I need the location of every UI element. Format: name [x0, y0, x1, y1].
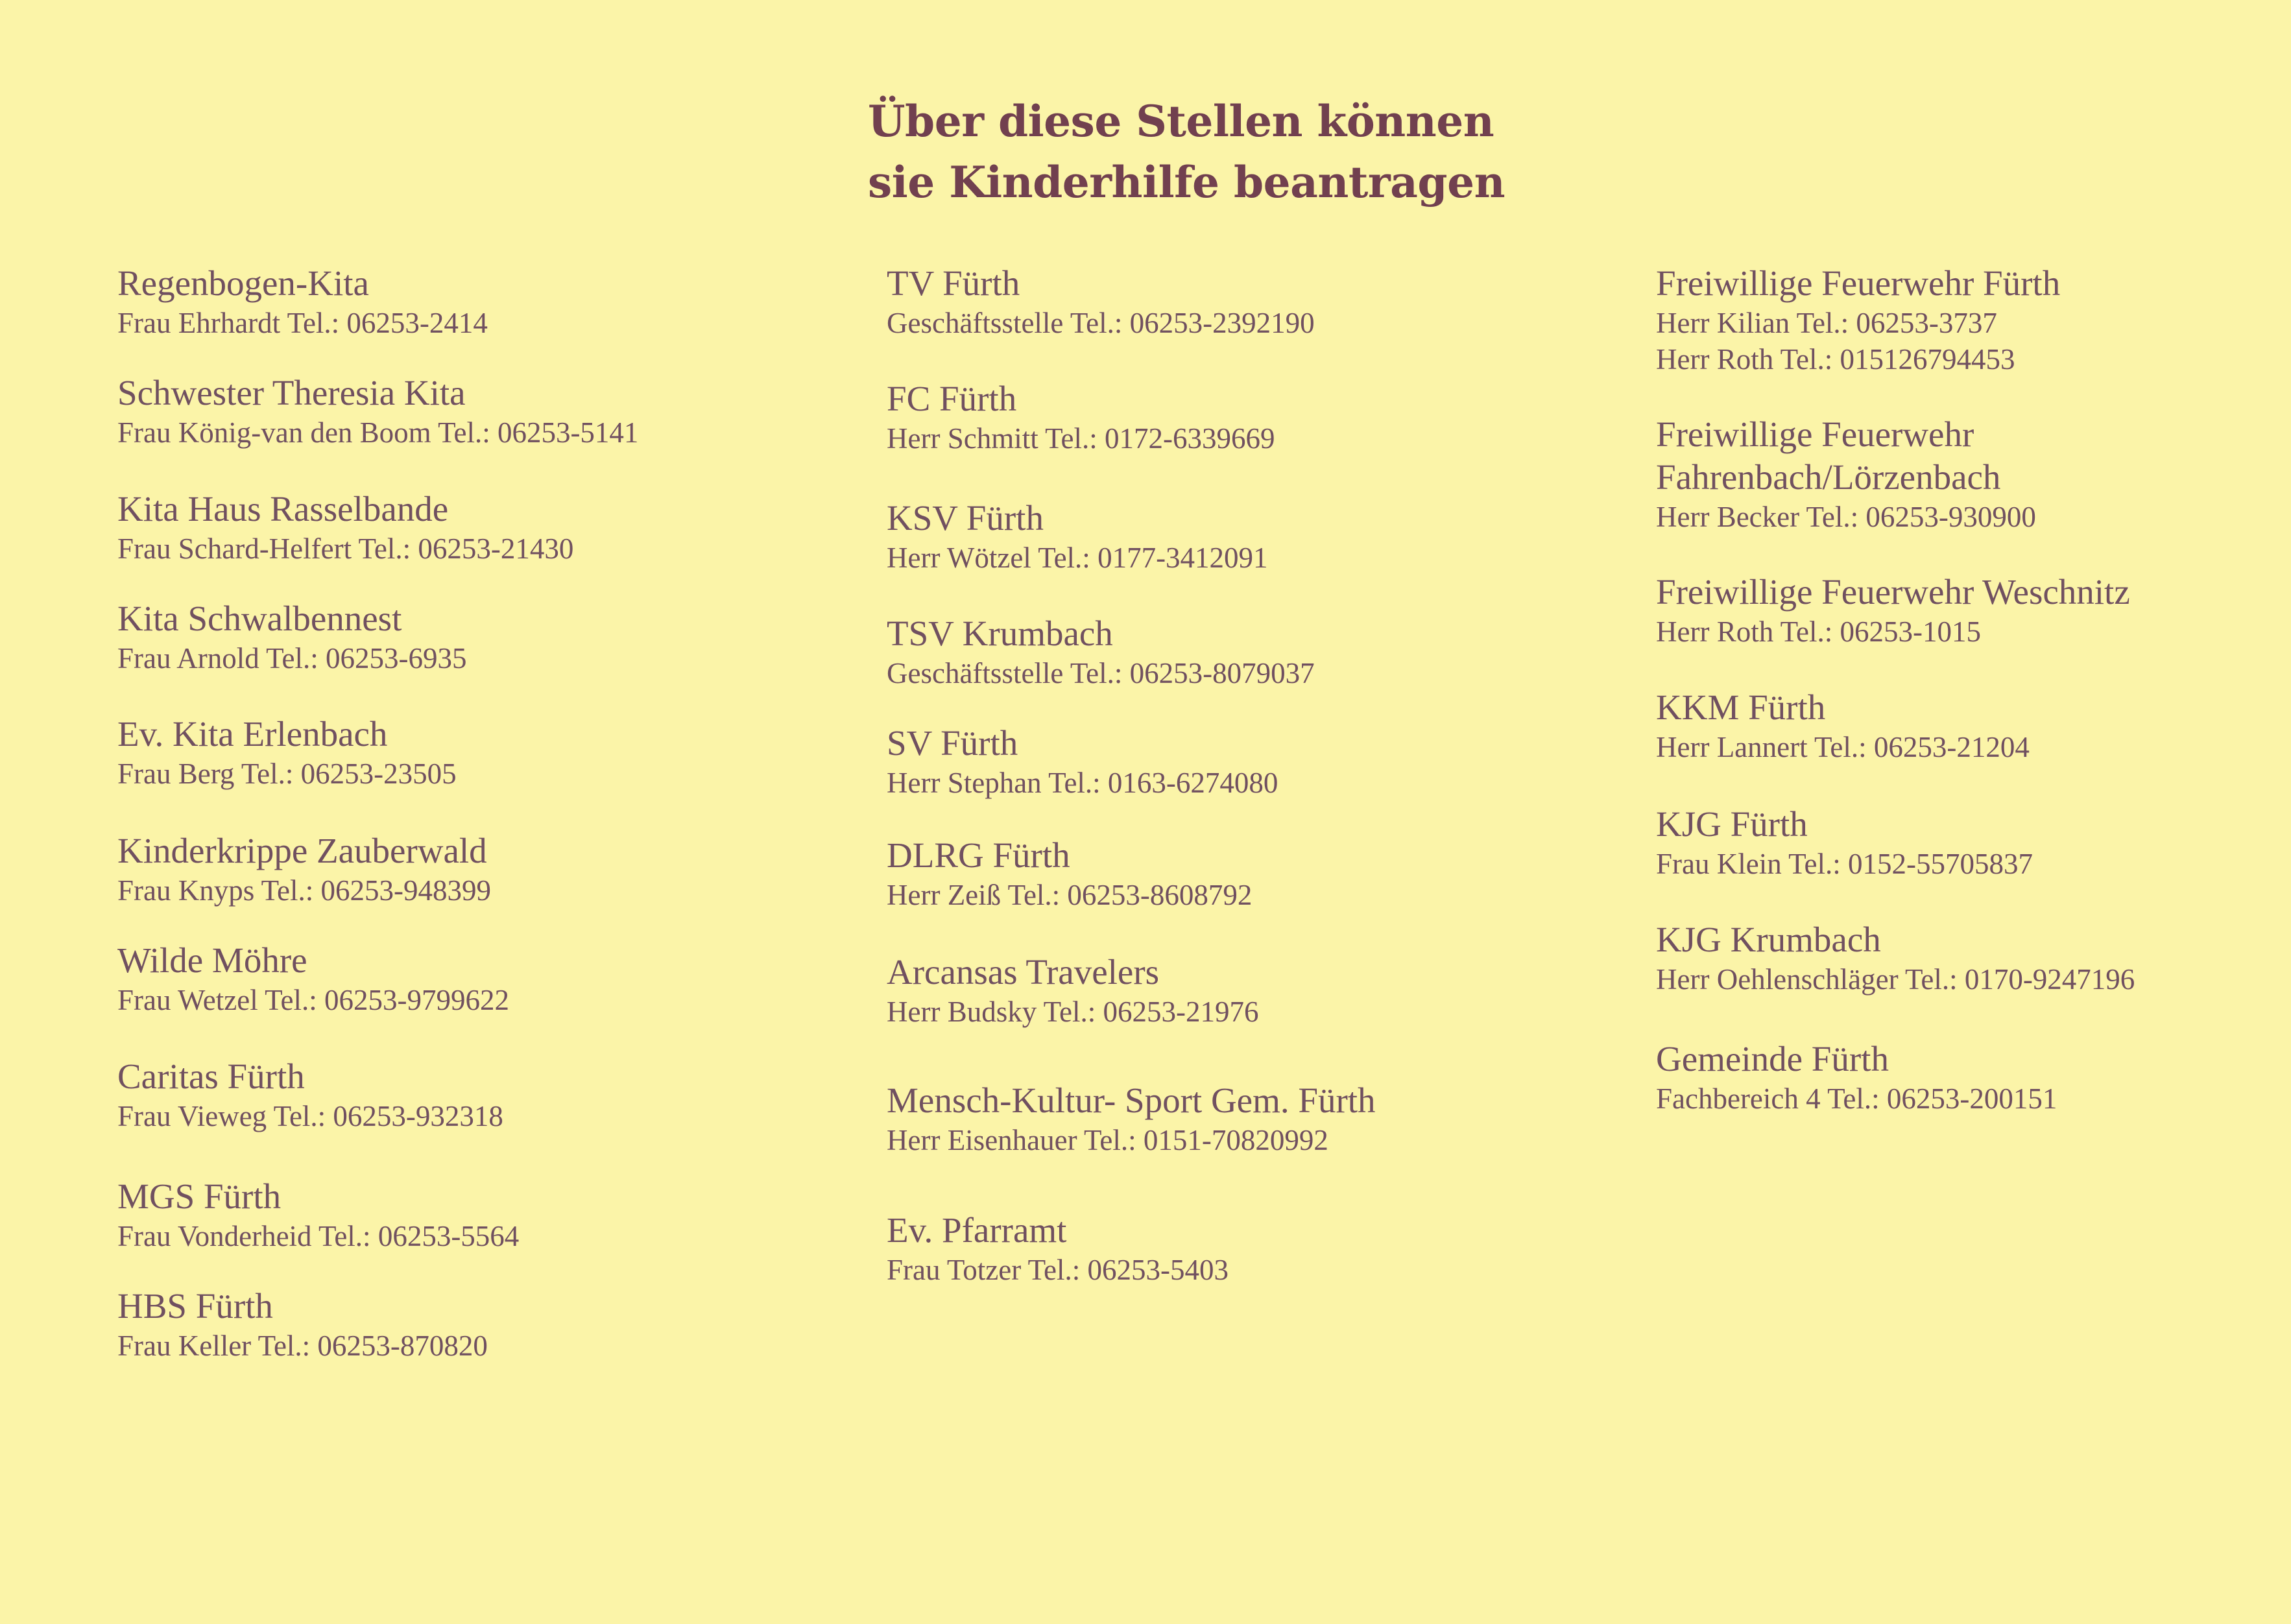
org-name: Ev. Pfarramt — [887, 1210, 1067, 1250]
contact-line: Herr Schmitt Tel.: 0172-6339669 — [887, 422, 1275, 455]
contact-line: Frau Berg Tel.: 06253-23505 — [117, 758, 457, 790]
org-name: TV Fürth — [887, 263, 1020, 303]
title-line-1: Über diese Stellen können — [868, 96, 1494, 147]
list-item — [117, 1285, 488, 1364]
list-item — [1656, 686, 2030, 765]
org-name: Kita Haus Rasselbande — [117, 489, 449, 529]
contact-line: Frau Ehrhardt Tel.: 06253-2414 — [117, 307, 488, 339]
org-name: SV Fürth — [887, 723, 1018, 763]
list-item — [887, 377, 1275, 457]
list-item — [117, 488, 573, 567]
contact-line: Geschäftsstelle Tel.: 06253-2392190 — [887, 307, 1315, 339]
list-item — [887, 1079, 1376, 1158]
title-line-2: sie Kinderhilfe beantragen — [868, 157, 1505, 208]
org-name: KSV Fürth — [887, 498, 1044, 538]
list-item — [117, 1055, 503, 1134]
org-name-line-2: Fahrenbach/Lörzenbach — [1656, 457, 2001, 497]
list-item — [1656, 262, 2060, 377]
org-name: DLRG Fürth — [887, 835, 1070, 875]
list-item — [1656, 918, 2135, 997]
org-name: Mensch-Kultur- Sport Gem. Fürth — [887, 1081, 1376, 1120]
contact-line: Herr Zeiß Tel.: 06253-8608792 — [887, 879, 1253, 911]
list-item — [117, 372, 638, 451]
contact-line: Herr Roth Tel.: 015126794453 — [1656, 343, 2015, 376]
contact-line: Herr Becker Tel.: 06253-930900 — [1656, 501, 2036, 533]
contact-line: Frau Arnold Tel.: 06253-6935 — [117, 642, 467, 675]
list-item — [117, 597, 466, 676]
org-name: KJG Fürth — [1656, 804, 1808, 844]
list-item — [887, 262, 1315, 341]
contact-line: Herr Roth Tel.: 06253-1015 — [1656, 615, 1981, 648]
contact-line: Herr Stephan Tel.: 0163-6274080 — [887, 767, 1278, 799]
org-name: HBS Fürth — [117, 1286, 273, 1326]
contact-line: Herr Eisenhauer Tel.: 0151-70820992 — [887, 1124, 1328, 1156]
list-item — [117, 939, 509, 1018]
contact-line: Herr Oehlenschläger Tel.: 0170-9247196 — [1656, 963, 2135, 996]
contact-line: Geschäftsstelle Tel.: 06253-8079037 — [887, 657, 1315, 689]
list-item — [887, 497, 1268, 576]
org-name: Gemeinde Fürth — [1656, 1039, 1889, 1079]
list-item — [117, 262, 488, 341]
org-name: Wilde Möhre — [117, 940, 307, 980]
org-name: Caritas Fürth — [117, 1057, 305, 1096]
contact-line: Herr Budsky Tel.: 06253-21976 — [887, 996, 1259, 1028]
list-item — [887, 612, 1315, 691]
list-item — [887, 834, 1252, 913]
org-name: Kinderkrippe Zauberwald — [117, 831, 487, 870]
org-name: Freiwillige Feuerwehr Fürth — [1656, 263, 2061, 303]
org-name: Schwester Theresia Kita — [117, 373, 466, 412]
contact-line: Frau Knyps Tel.: 06253-948399 — [117, 874, 491, 907]
org-name: FC Fürth — [887, 379, 1017, 418]
list-item — [1656, 1038, 2057, 1117]
org-name: Freiwillige Feuerwehr Weschnitz — [1656, 572, 2130, 612]
list-item — [117, 713, 457, 792]
list-item — [1656, 803, 2033, 882]
contact-line: Frau Wetzel Tel.: 06253-9799622 — [117, 984, 509, 1016]
list-item — [1656, 413, 2036, 535]
contact-line: Herr Kilian Tel.: 06253-3737 — [1656, 307, 1997, 339]
org-name: TSV Krumbach — [887, 614, 1113, 653]
org-name: Regenbogen-Kita — [117, 263, 369, 303]
org-name: KKM Fürth — [1656, 687, 1826, 727]
contact-line: Herr Wötzel Tel.: 0177-3412091 — [887, 542, 1268, 574]
list-item — [1656, 571, 2130, 650]
org-name: MGS Fürth — [117, 1176, 282, 1216]
org-name: Freiwillige Feuerwehr — [1656, 414, 1974, 454]
contact-line: Frau Vonderheid Tel.: 06253-5564 — [117, 1220, 520, 1252]
list-item — [887, 1209, 1229, 1288]
org-name: Arcansas Travelers — [887, 952, 1160, 992]
contact-line: Frau Klein Tel.: 0152-55705837 — [1656, 848, 2033, 880]
list-item — [117, 830, 491, 909]
list-item — [117, 1175, 519, 1254]
contact-line: Frau Keller Tel.: 06253-870820 — [117, 1330, 488, 1362]
org-name: Ev. Kita Erlenbach — [117, 714, 388, 754]
list-item — [887, 951, 1258, 1030]
org-name: KJG Krumbach — [1656, 920, 1881, 959]
org-name: Kita Schwalbennest — [117, 599, 402, 638]
contact-line: Herr Lannert Tel.: 06253-21204 — [1656, 731, 2030, 763]
contact-line: Frau Schard-Helfert Tel.: 06253-21430 — [117, 532, 574, 565]
contact-line: Frau Totzer Tel.: 06253-5403 — [887, 1254, 1229, 1286]
contact-line: Fachbereich 4 Tel.: 06253-200151 — [1656, 1082, 2057, 1115]
list-item — [887, 722, 1278, 801]
page-title — [868, 91, 1505, 213]
contact-line: Frau König-van den Boom Tel.: 06253-5141 — [117, 416, 639, 449]
contact-line: Frau Vieweg Tel.: 06253-932318 — [117, 1100, 503, 1132]
